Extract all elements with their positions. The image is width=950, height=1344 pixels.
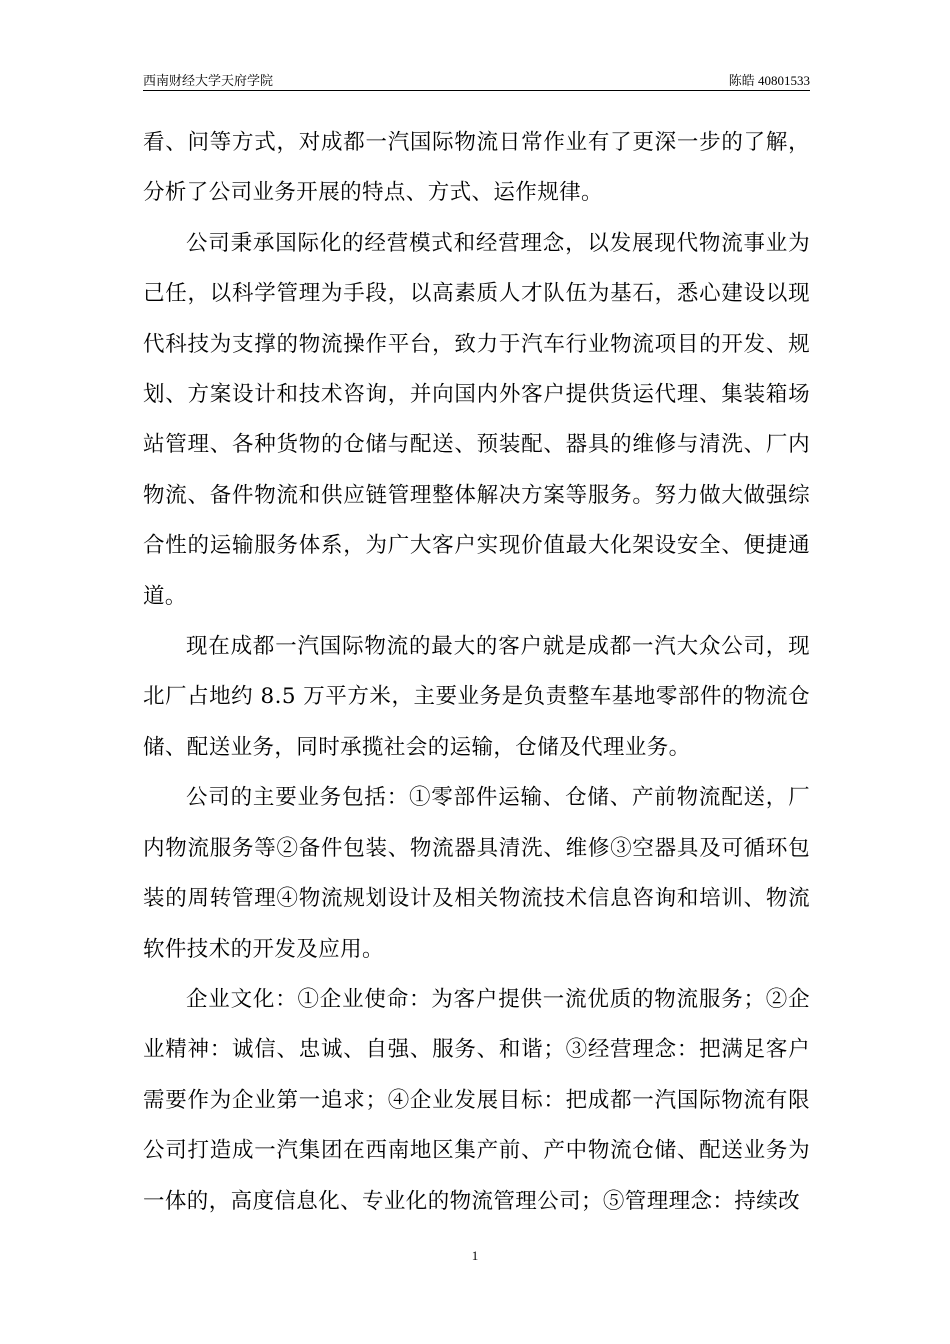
page-number: 1 bbox=[471, 1248, 479, 1263]
paragraph-major-customer: 现在成都一汽国际物流的最大的客户就是成都一汽大众公司，现北厂占地约 8.5 万平方米，主要业务是负责整车基地零部件的物流仓储、配送业务，同时承揽社会的运输，仓储及代理业务。 bbox=[143, 634, 810, 760]
header-author-id: 陈皓 40801533 bbox=[728, 73, 810, 88]
header-institution: 西南财经大学天府学院 bbox=[143, 73, 274, 88]
page-header bbox=[143, 70, 810, 91]
document-body bbox=[143, 118, 810, 1227]
paragraph-main-business: 公司的主要业务包括：①零部件运输、仓储、产前物流配送，厂内物流服务等②备件包装、物流器具清洗、维修③空器具及可循环包装的周转管理④物流规划设计及相关物流技术信息咨询和培训、物流软件技术的开发及应用。 bbox=[143, 785, 810, 962]
paragraph-continuation: 看、问等方式，对成都一汽国际物流日常作业有了更深一步的了解，分析了公司业务开展的特点、方式、运作规律。 bbox=[143, 130, 810, 206]
paragraph-corporate-culture: 企业文化：①企业使命：为客户提供一流优质的物流服务；②企业精神：诚信、忠诚、自强、服务、和谐；③经营理念：把满足客户需要作为企业第一追求；④企业发展目标：把成都一汽国际物流有限公司打造成一汽集团在西南地区集产前、产中物流仓储、配送业务为一体的，高度信息化、专业化的物流管理公司；⑤管理理念：持续改 bbox=[143, 986, 810, 1214]
paragraph-company-philosophy: 公司秉承国际化的经营模式和经营理念，以发展现代物流事业为己任，以科学管理为手段，以高素质人才队伍为基石，悉心建设以现代科技为支撑的物流操作平台，致力于汽车行业物流项目的开发、规划、方案设计和技术咨询，并向国内外客户提供货运代理、集装箱场站管理、各种货物的仓储与配送、预装配、器具的维修与清洗、厂内物流、备件物流和供应链管理整体解决方案等服务。努力做大做强综合性的运输服务体系，为广大客户实现价值最大化架设安全、便捷通道。 bbox=[143, 230, 810, 609]
